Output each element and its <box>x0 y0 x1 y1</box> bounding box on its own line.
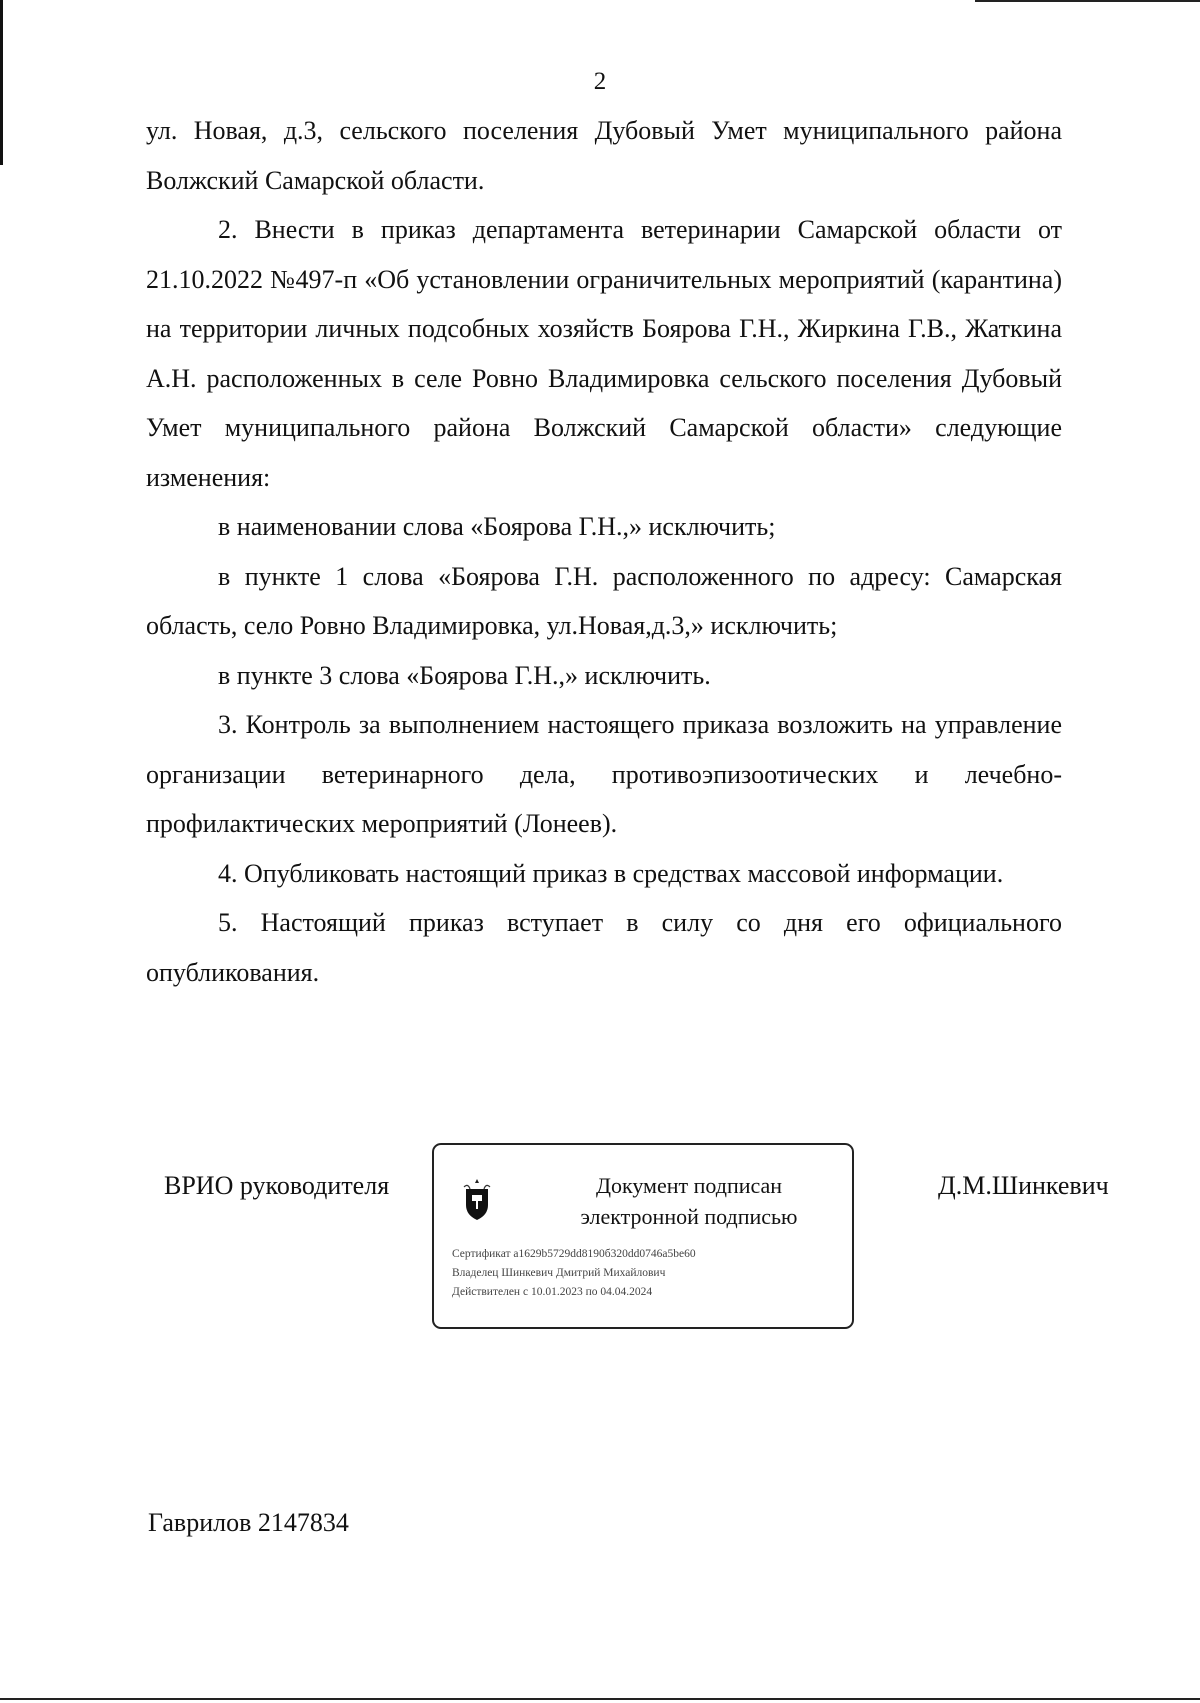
paragraph-2-name-change: в наименовании слова «Боярова Г.Н.,» исключить; <box>218 512 776 541</box>
order-body <box>146 205 1062 997</box>
signer-name: Д.М.Шинкевич <box>938 1171 1109 1200</box>
stamp-details <box>452 1245 847 1302</box>
electronic-signature-stamp <box>432 1143 854 1329</box>
certificate-number: Сертификат a1629b5729dd8190б320dd0746a5be60 <box>452 1248 696 1260</box>
stamp-title <box>534 1170 844 1232</box>
paragraph-1-tail: ул. Новая, д.3, сельского поселения Дубовый Умет муниципального района Волжский Самарской области. <box>146 116 1062 195</box>
continuation-paragraph <box>146 106 1062 205</box>
paragraph-2-item-3-change: в пункте 3 слова «Боярова Г.Н.,» исключить. <box>218 660 711 690</box>
scan-border-bottom <box>0 1698 1200 1700</box>
stamp-title-line-2: электронной подписью <box>580 1204 798 1229</box>
paragraph-4: 4. Опубликовать настоящий приказ в средствах массовой информации. <box>218 858 1004 888</box>
paragraph-2-item-1-change: в пункте 1 слова «Боярова Г.Н. расположенного по адресу: Самарская область, село Ровно Владимировка, ул.Новая,д.3,» исключить; <box>146 561 1062 640</box>
stamp-title-line-1: Документ подписан <box>595 1173 783 1198</box>
paragraph-5: 5. Настоящий приказ вступает в силу со дня его официального опубликования. <box>146 908 1062 987</box>
certificate-validity: Действителен с 10.01.2023 по 04.04.2024 <box>452 1286 653 1298</box>
coat-of-arms-icon <box>462 1177 492 1223</box>
executor-info: Гаврилов 2147834 <box>148 1508 349 1537</box>
signer-position: ВРИО руководителя <box>164 1171 390 1200</box>
scan-border-left <box>0 0 3 165</box>
paragraph-2: 2. Внести в приказ департамента ветеринарии Самарской области от 21.10.2022 №497-п «Об установлении ограничительных мероприятий (карантина) на территории личных подсобных хозяйств Боярова Г.Н., Жиркина Г.В., Жаткина А.Н. расположенных в селе Ровно Владимировка сельского поселения Дубовый Умет муниципального района Волжский Самарской области» следующие изменения: <box>146 215 1062 492</box>
scan-border-top <box>975 0 1200 2</box>
paragraph-3: 3. Контроль за выполнением настоящего приказа возложить на управление организации ветеринарного дела, противоэпизоотических и лечебно-профилактических мероприятий (Лонеев). <box>146 710 1062 838</box>
certificate-owner: Владелец Шинкевич Дмитрий Михайлович <box>452 1267 666 1279</box>
page-number: 2 <box>593 68 607 95</box>
